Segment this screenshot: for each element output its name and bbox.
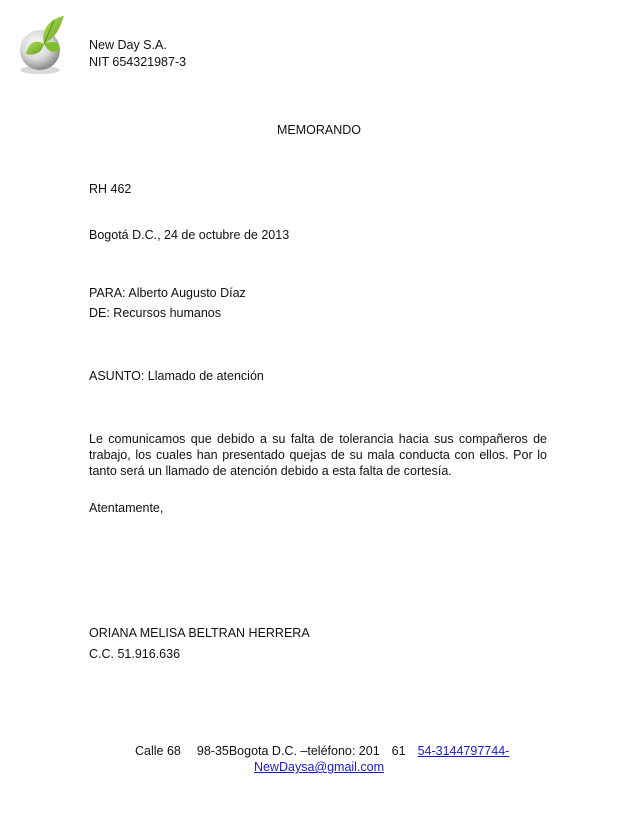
footer-address <box>135 744 509 759</box>
memo-sender: DE: Recursos humanos <box>89 306 222 320</box>
body-line: Le comunicamos que debido a su falta de tolerancia hacia sus compañeros de <box>89 432 547 446</box>
memo-subject: ASUNTO: Llamado de atención <box>89 369 264 383</box>
company-name: New Day S.A. <box>89 38 167 52</box>
footer-email-link[interactable]: NewDaysa@gmail.com <box>253 760 385 774</box>
memo-body <box>89 431 547 479</box>
footer-address-text: 98-35Bogota D.C. –teléfono: 201 <box>196 744 380 758</box>
body-line: trabajo, los cuales han presentado quejas de su mala conducta con ellos. Por lo <box>89 448 547 462</box>
memo-recipient: PARA: Alberto Augusto Díaz <box>89 286 246 300</box>
footer-street: Calle 68 <box>135 744 181 758</box>
butterfly-sphere-logo <box>14 14 78 78</box>
footer-email-line <box>0 760 638 775</box>
signature-id: C.C. 51.916.636 <box>89 647 181 661</box>
memo-date: Bogotá D.C., 24 de octubre de 2013 <box>89 228 290 242</box>
memo-reference: RH 462 <box>89 182 132 196</box>
memo-closing: Atentamente, <box>89 501 164 515</box>
company-nit: NIT 654321987-3 <box>89 55 187 69</box>
signature-name: ORIANA MELISA BELTRAN HERRERA <box>89 626 310 640</box>
memo-title: MEMORANDO <box>276 123 362 137</box>
footer-phone-part: 61 <box>391 744 406 758</box>
body-line: tanto será un llamado de atención debido a esta falta de cortesía. <box>89 464 452 478</box>
footer-phone-link[interactable]: 54-3144797744- <box>417 744 510 758</box>
